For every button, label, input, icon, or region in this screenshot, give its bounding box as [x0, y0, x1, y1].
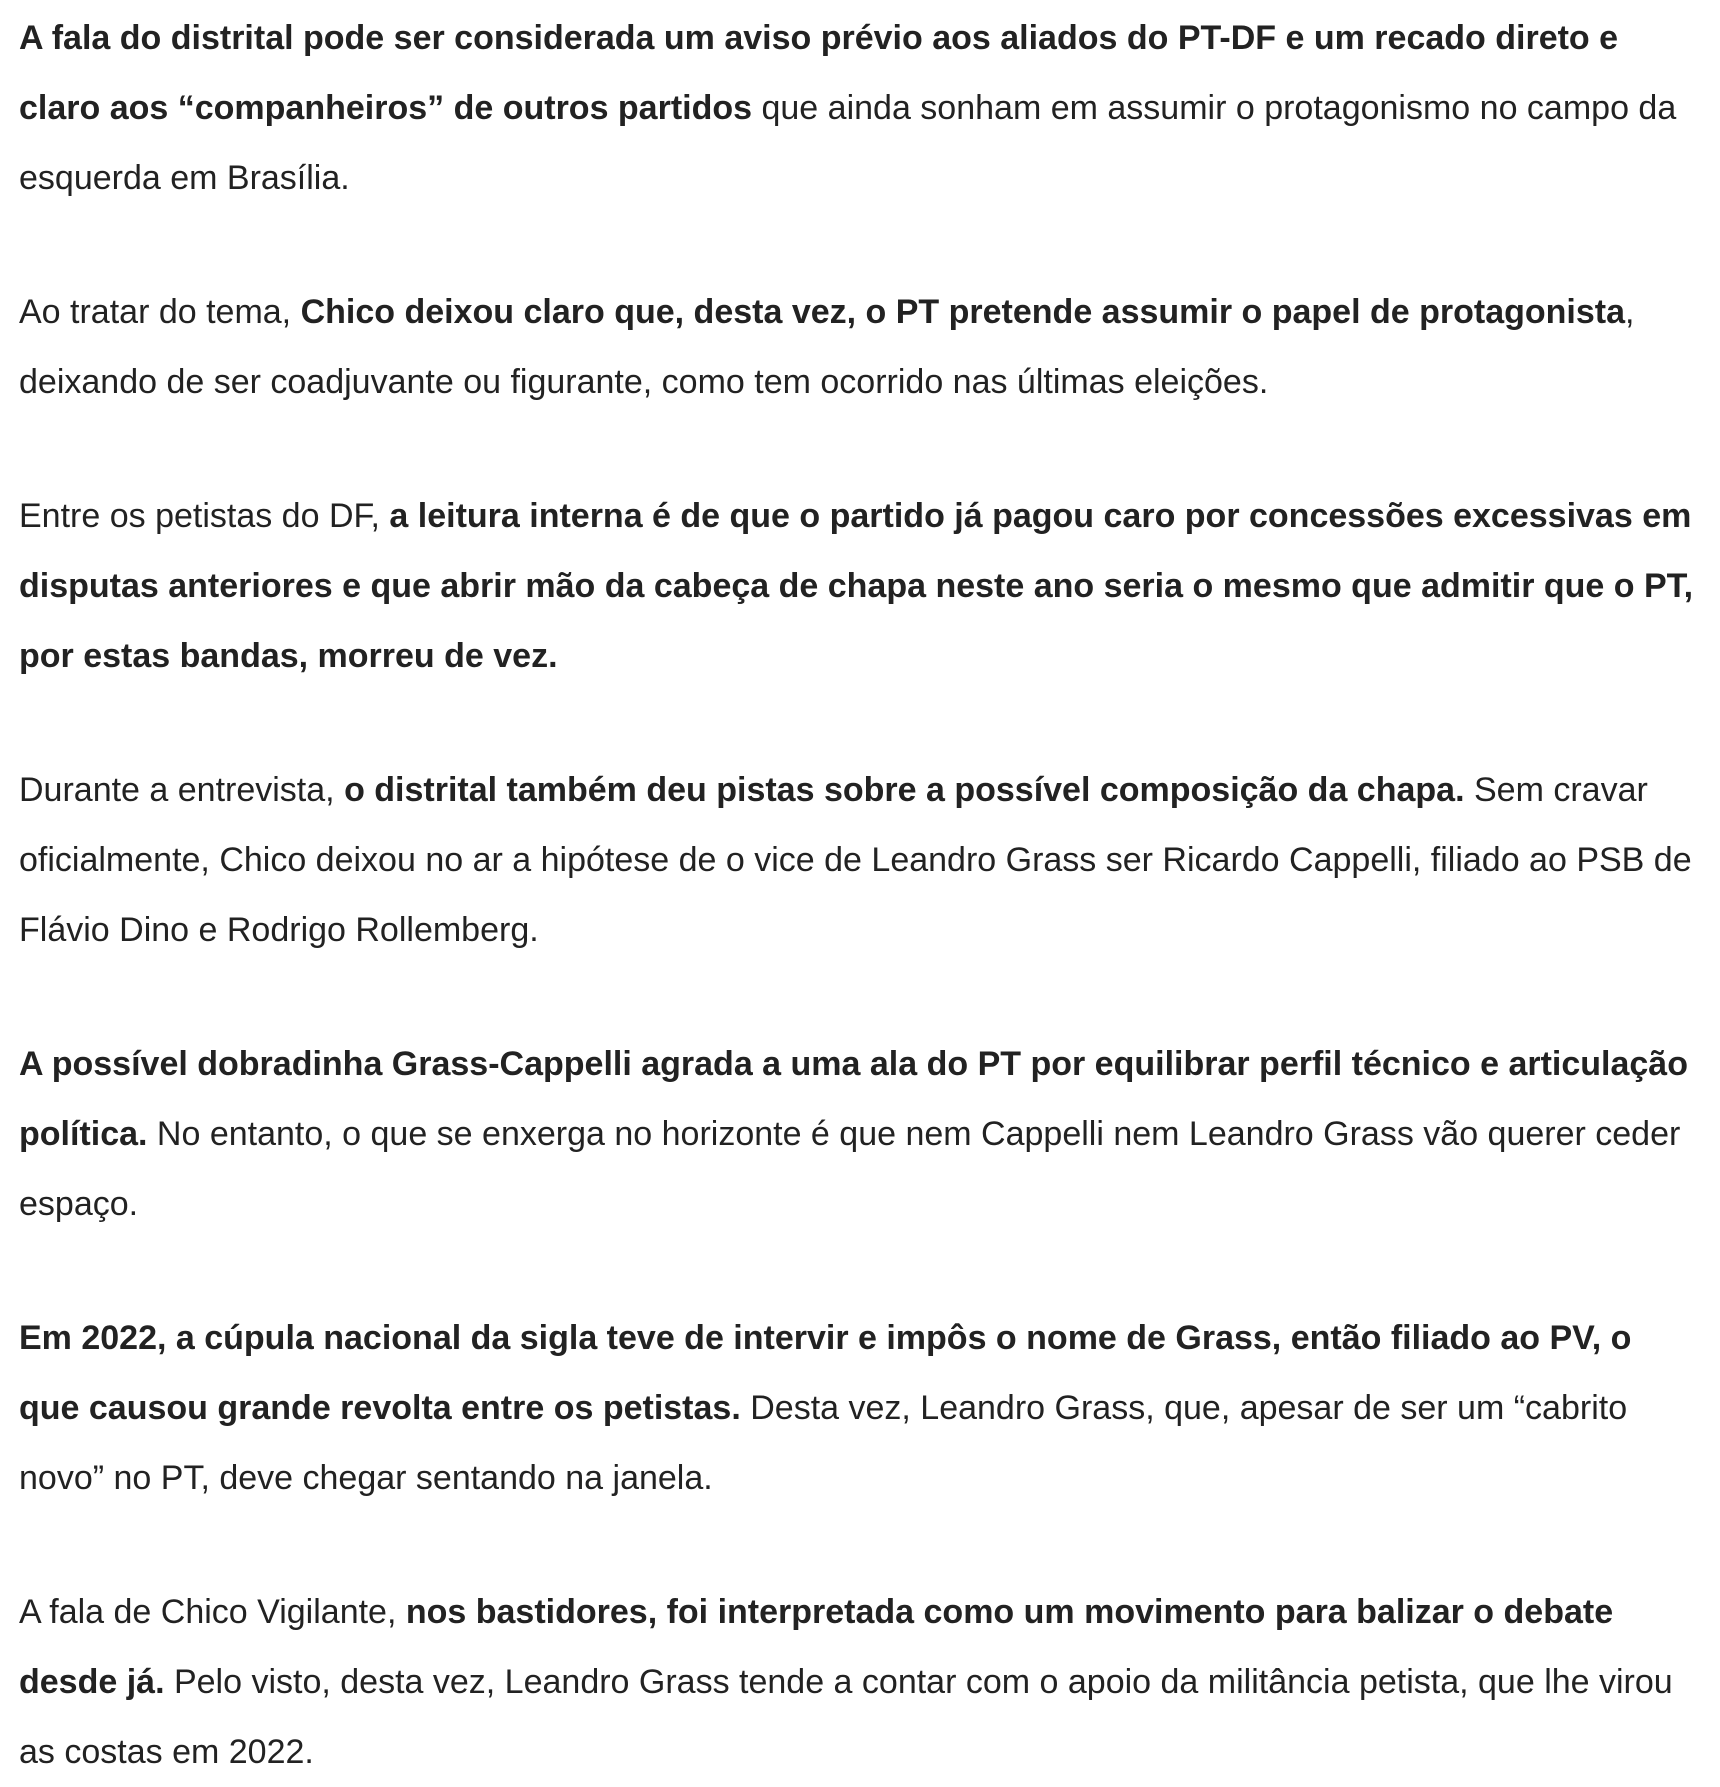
bold-text: Chico deixou claro que, desta vez, o PT pretende assumir o papel de protagonista [300, 293, 1625, 331]
bold-text: Em 2022, a cúpula nacional da sigla teve de intervir e impôs o nome de Grass, então filiado ao PV, o que causou grande revolta entre os petistas. [19, 1319, 1632, 1427]
paragraph-dobradinha [19, 1029, 1701, 1239]
bold-text: A fala do distrital pode ser considerada um aviso prévio aos aliados do PT-DF e um recado direto e claro aos “companheiros” de outros partidos [19, 19, 1619, 127]
bold-text: A possível dobradinha Grass-Cappelli agrada a uma ala do PT por equilibrar perfil técnico e articulação política. [19, 1045, 1688, 1153]
paragraph-leitura-interna [19, 481, 1701, 691]
paragraph-aviso-previo [19, 3, 1701, 213]
body-text: Pelo visto, desta vez, Leandro Grass tende a contar com o apoio da militância petista, que lhe virou as costas em 2022. [19, 1663, 1673, 1771]
body-text: Desta vez, Leandro Grass, que, apesar de ser um “cabrito novo” no PT, deve chegar sentando na janela. [19, 1389, 1628, 1497]
body-text: Sem cravar oficialmente, Chico deixou no ar a hipótese de o vice de Leandro Grass ser Ricardo Cappelli, filiado ao PSB de Flávio Dino e Rodrigo Rollemberg. [19, 771, 1692, 949]
paragraph-bastidores [19, 1577, 1701, 1787]
body-text: A fala de Chico Vigilante, [19, 1593, 406, 1631]
article-body [0, 3, 1720, 1787]
paragraph-composicao-chapa [19, 755, 1701, 965]
body-text: No entanto, o que se enxerga no horizonte é que nem Cappelli nem Leandro Grass vão querer ceder espaço. [19, 1115, 1681, 1223]
bold-text: nos bastidores, foi interpretada como um movimento para balizar o debate desde já. [19, 1593, 1614, 1701]
bold-text: a leitura interna é de que o partido já pagou caro por concessões excessivas em disputas anteriores e que abrir mão da cabeça de chapa neste ano seria o mesmo que admitir que o PT, por estas bandas, morreu de vez. [19, 497, 1694, 675]
body-text: que ainda sonham em assumir o protagonismo no campo da esquerda em Brasília. [19, 89, 1677, 197]
body-text: Durante a entrevista, [19, 771, 345, 809]
bold-text: o distrital também deu pistas sobre a possível composição da chapa. [344, 771, 1465, 809]
paragraph-protagonista [19, 277, 1701, 417]
body-text: , deixando de ser coadjuvante ou figurante, como tem ocorrido nas últimas eleições. [19, 293, 1635, 401]
body-text: Ao tratar do tema, [19, 293, 301, 331]
paragraph-2022 [19, 1303, 1701, 1513]
body-text: Entre os petistas do DF, [19, 497, 390, 535]
